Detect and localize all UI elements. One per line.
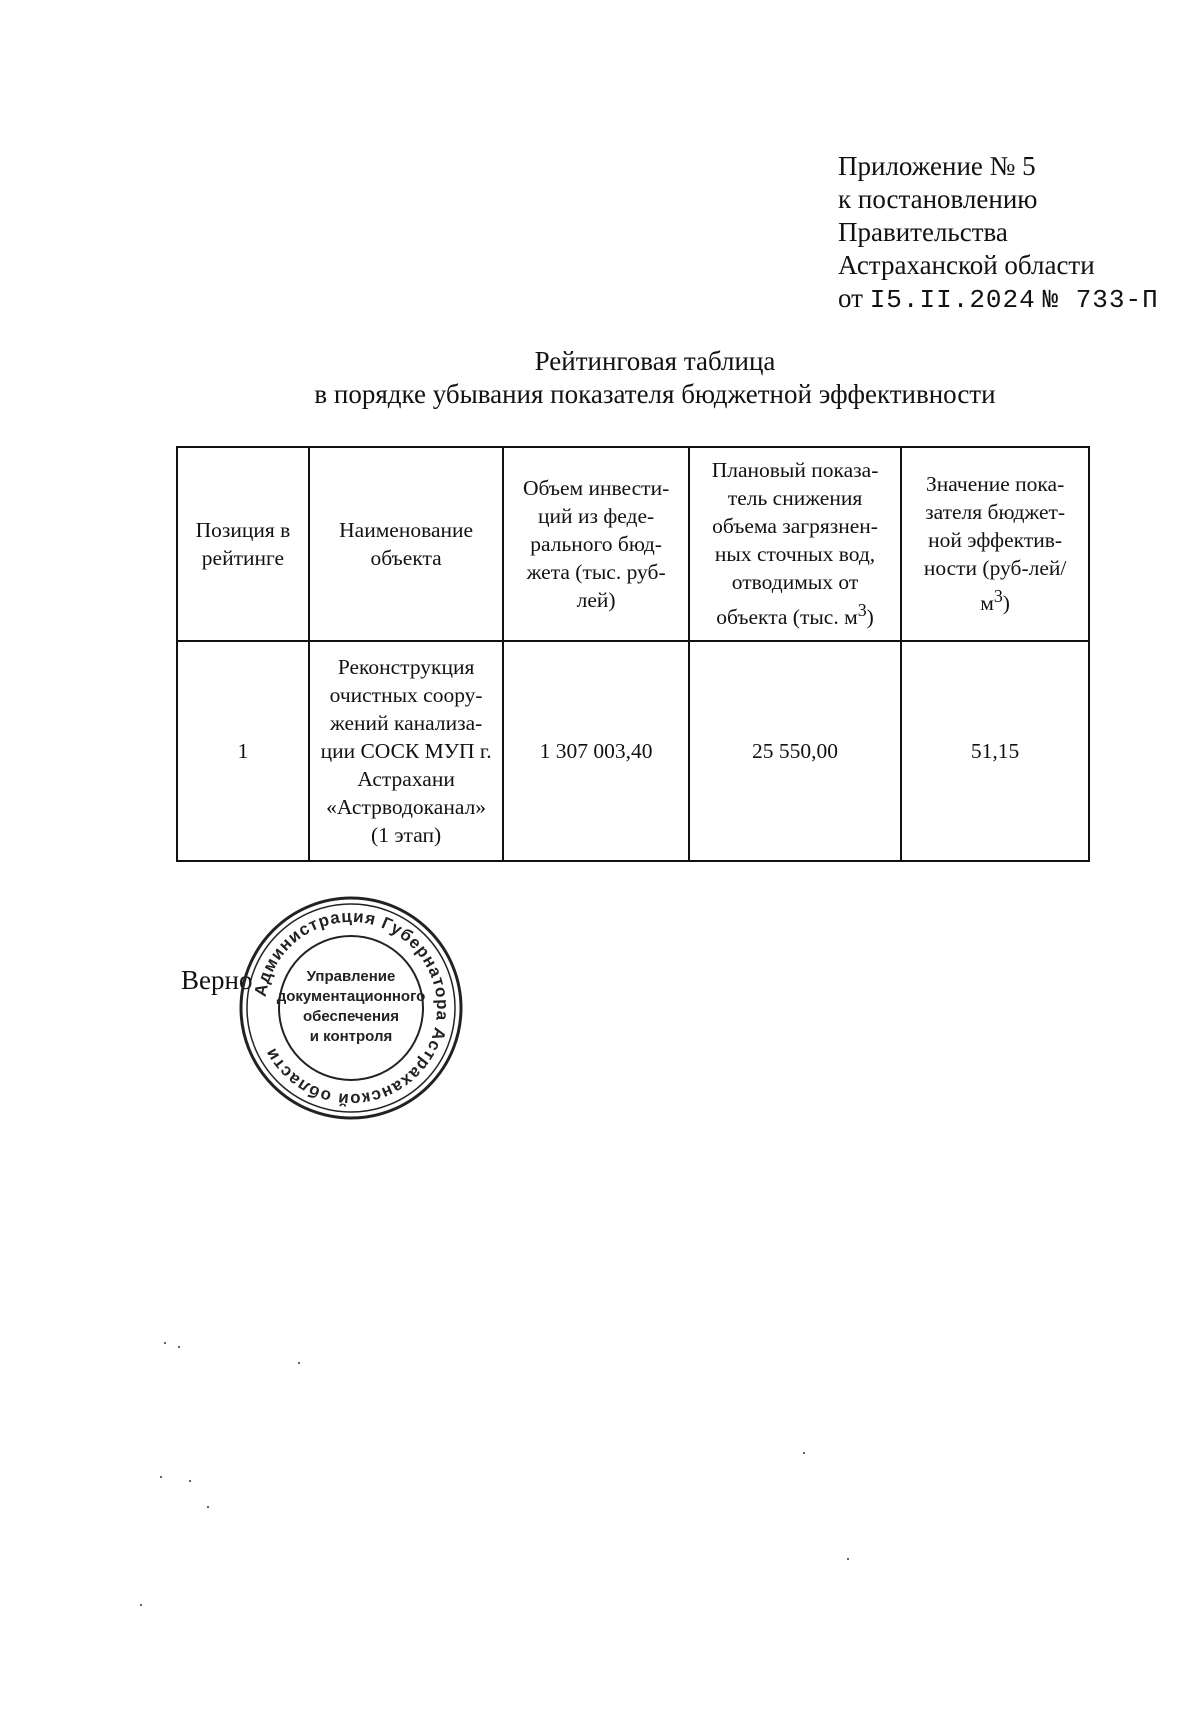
document-title bbox=[0, 345, 1200, 411]
title-line-2: в порядке убывания показателя бюджетной эффективности bbox=[314, 379, 996, 409]
scan-speck bbox=[847, 1558, 849, 1560]
cell-investment: 1 307 003,40 bbox=[503, 641, 689, 861]
annex-header bbox=[838, 150, 1159, 317]
annex-line-region: Астраханской области bbox=[838, 250, 1095, 280]
header-efficiency-close: ) bbox=[1002, 591, 1010, 616]
header-reduction-text: Плановый показа-тель снижения объема загрязнен-ных сточных вод, отводимых от объекта (тыс. м bbox=[711, 458, 879, 630]
scan-speck bbox=[298, 1362, 300, 1364]
table-header-row bbox=[177, 447, 1089, 641]
cell-position: 1 bbox=[177, 641, 309, 861]
seal-line-3: обеспечения bbox=[302, 1008, 400, 1025]
header-object-name: Наименование объекта bbox=[309, 447, 503, 641]
scan-speck bbox=[803, 1452, 805, 1454]
annex-line-resolution: к постановлению bbox=[838, 184, 1038, 214]
certification-text: Верно bbox=[181, 965, 253, 995]
seal-ring-text: Администрация Губернатора Астраханской области bbox=[250, 906, 453, 1110]
annex-line-government: Правительства bbox=[838, 217, 1008, 247]
header-reduction-sup: 3 bbox=[857, 600, 867, 621]
header-reduction bbox=[689, 447, 901, 641]
header-investment: Объем инвести-ций из феде-рального бюд-жета (тыс. руб-лей) bbox=[503, 447, 689, 641]
seal-line-2: документационного bbox=[276, 988, 426, 1005]
table-row bbox=[177, 641, 1089, 861]
header-position: Позиция в рейтинге bbox=[177, 447, 309, 641]
scan-speck bbox=[178, 1346, 180, 1348]
scan-speck bbox=[140, 1604, 142, 1606]
annex-date-line bbox=[838, 282, 1159, 317]
annex-title: Приложение № 5 bbox=[838, 151, 1036, 181]
date-prefix: от bbox=[838, 283, 863, 313]
official-seal bbox=[236, 893, 466, 1128]
header-efficiency-sup: 3 bbox=[993, 586, 1003, 607]
scan-speck bbox=[160, 1476, 162, 1478]
header-reduction-close: ) bbox=[866, 605, 874, 630]
header-efficiency-text: Значение пока-зателя бюджет-ной эффектив-ности (руб-лей/м bbox=[923, 472, 1067, 616]
cell-object-name: Реконструкция очистных соору-жений канализа-ции СОСК МУП г. Астрахани «Астрводоканал» (1 этап) bbox=[309, 641, 503, 861]
seal-line-4: и контроля bbox=[309, 1028, 393, 1045]
scan-speck bbox=[207, 1506, 209, 1508]
document-number: № 733-П bbox=[1042, 285, 1159, 315]
title-line-1: Рейтинговая таблица bbox=[534, 346, 776, 376]
seal-line-1: Управление bbox=[306, 968, 396, 985]
rating-table bbox=[176, 446, 1090, 862]
cell-reduction: 25 550,00 bbox=[689, 641, 901, 861]
document-date: I5.II.2024 bbox=[869, 285, 1036, 315]
scan-speck bbox=[189, 1480, 191, 1482]
scan-speck bbox=[164, 1342, 166, 1344]
header-efficiency bbox=[901, 447, 1089, 641]
cell-efficiency: 51,15 bbox=[901, 641, 1089, 861]
